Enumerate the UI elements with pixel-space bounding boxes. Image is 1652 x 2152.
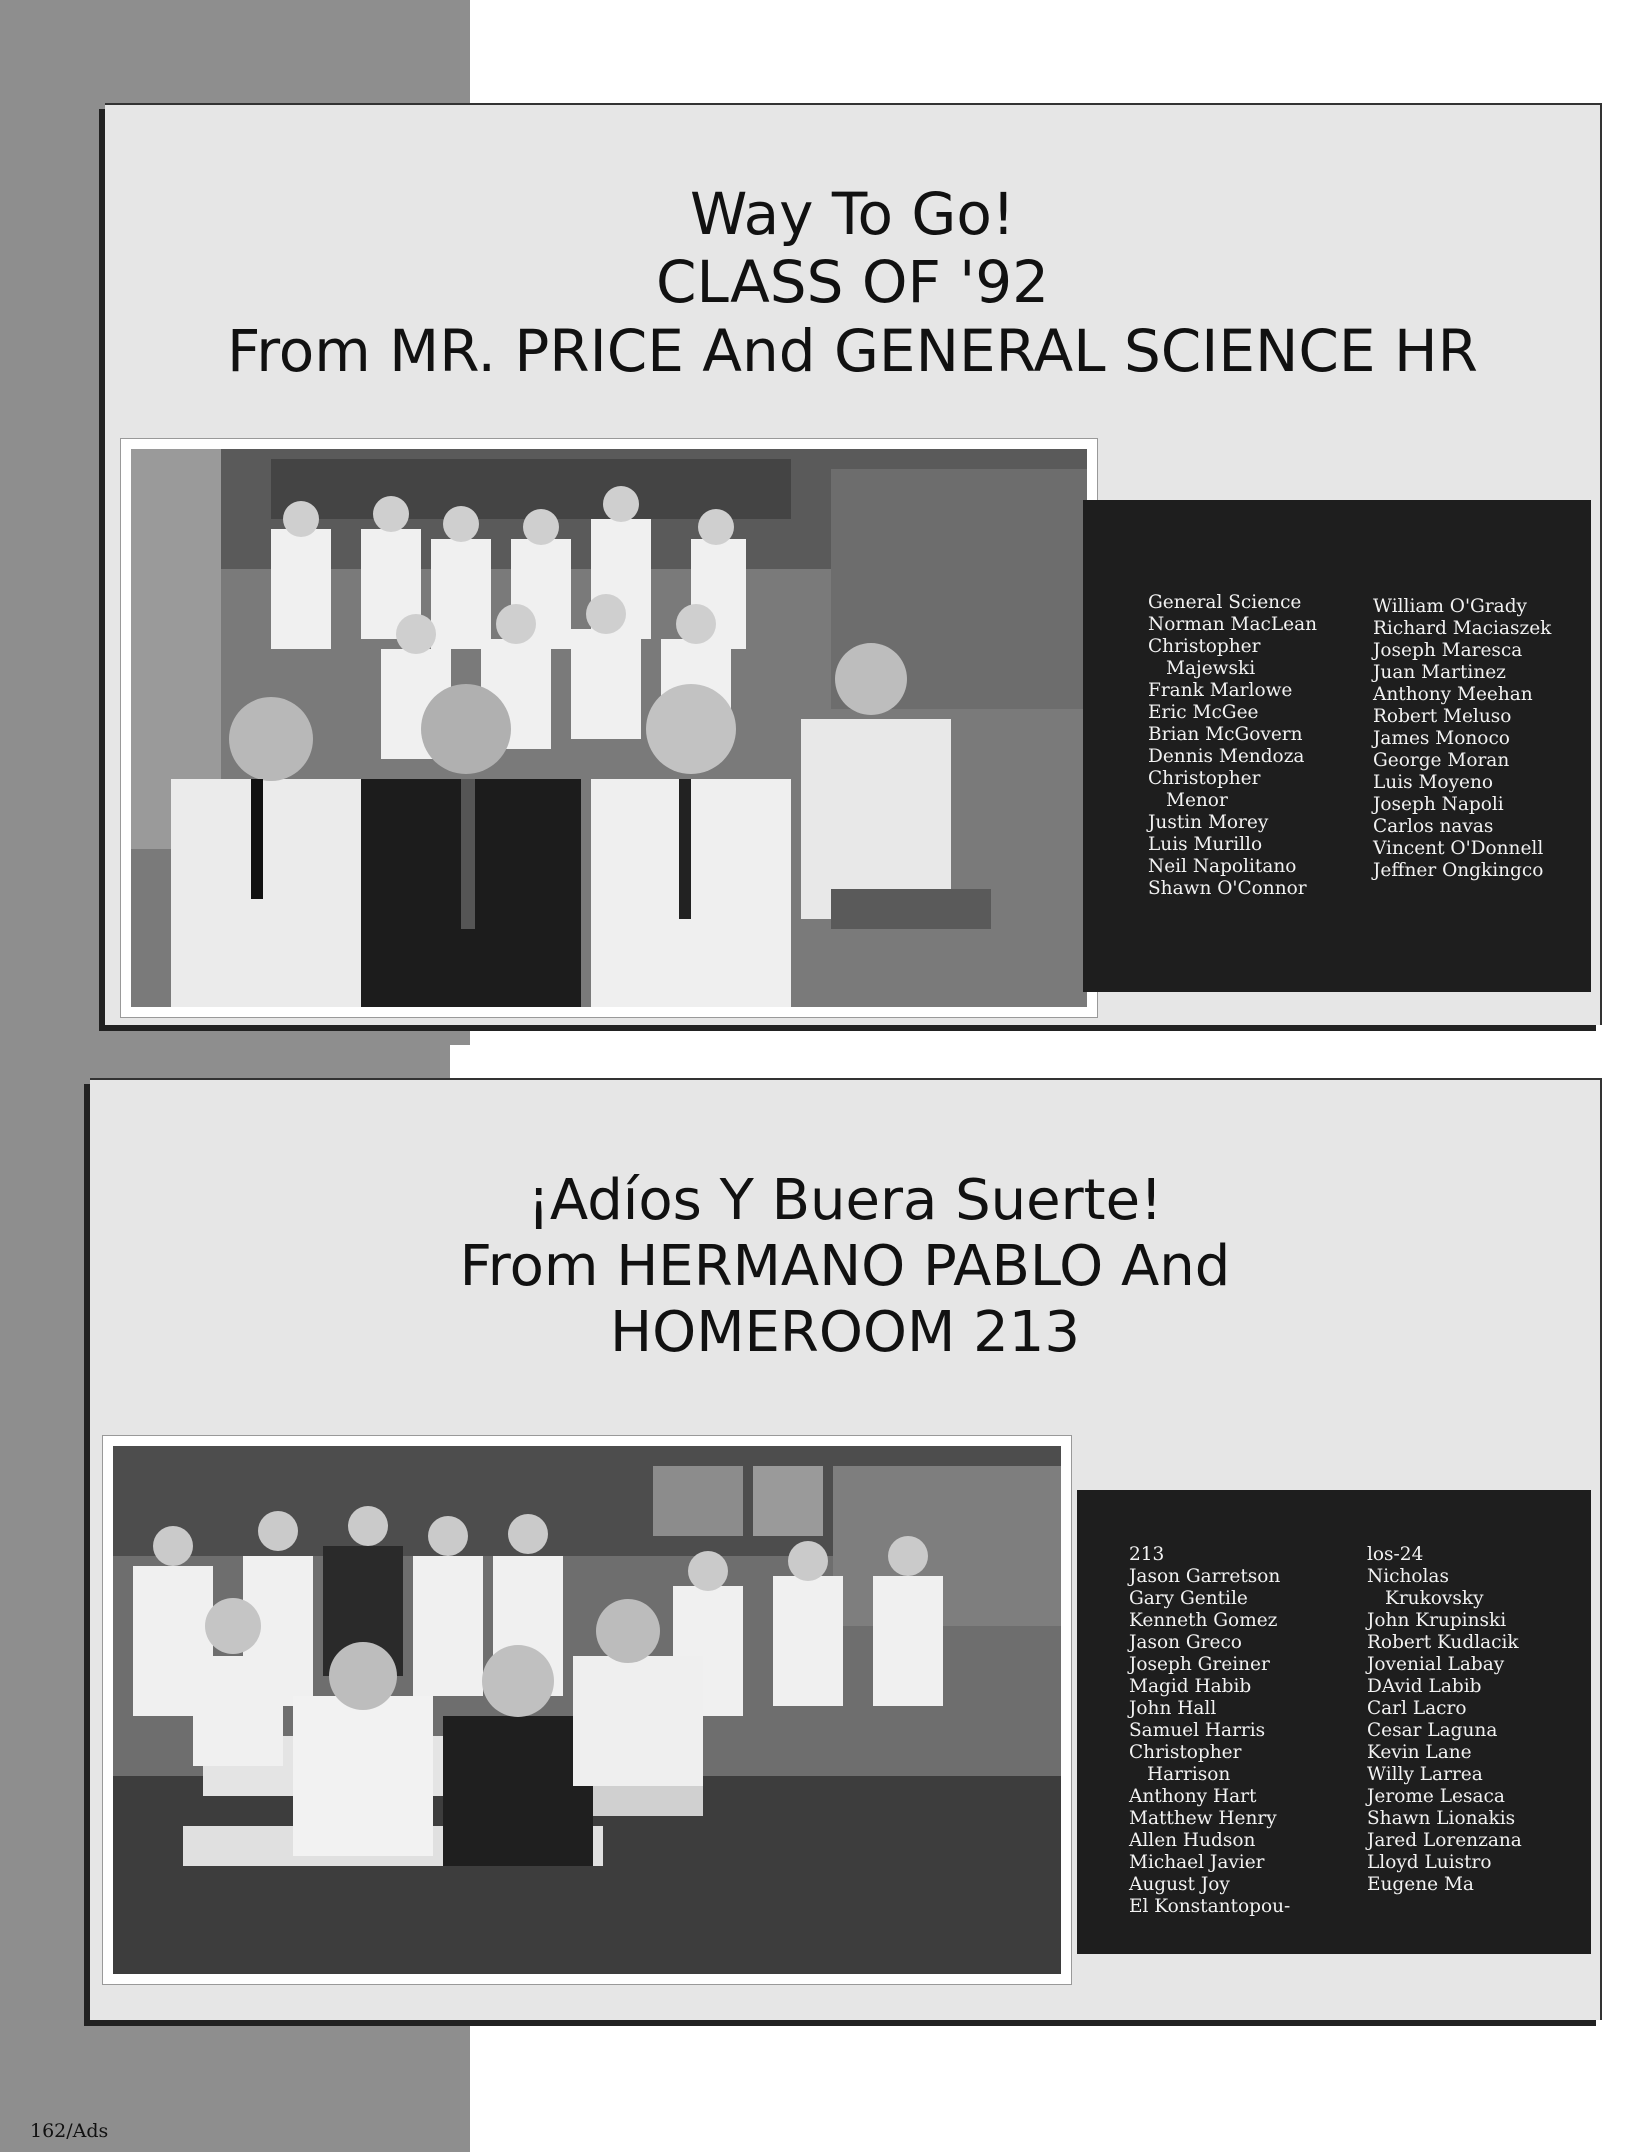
roster-name: Shawn Lionakis — [1367, 1808, 1516, 1829]
headline-top-line-1: Way To Go! — [689, 180, 1016, 248]
roster-name: Lloyd Luistro — [1367, 1852, 1492, 1873]
roster-name: Menor — [1166, 790, 1228, 811]
roster-name: Joseph Greiner — [1129, 1654, 1270, 1675]
roster-name: Juan Martinez — [1373, 662, 1506, 683]
roster-bottom-column-2 — [1367, 1544, 1522, 1896]
roster-name: George Moran — [1373, 750, 1510, 771]
roster-name: Michael Javier — [1129, 1852, 1265, 1873]
roster-name: Norman MacLean — [1148, 614, 1318, 635]
roster-name: Vincent O'Donnell — [1373, 838, 1544, 859]
roster-name: Gary Gentile — [1129, 1588, 1248, 1609]
roster-name: Eric McGee — [1148, 702, 1259, 723]
roster-name: Krukovsky — [1385, 1588, 1484, 1609]
headline-top — [105, 180, 1600, 385]
headline-top-line-2: CLASS OF '92 — [655, 248, 1050, 317]
headline-bottom-line-3: HOMEROOM 213 — [610, 1300, 1080, 1366]
roster-name: Carlos navas — [1373, 816, 1494, 837]
roster-name: Justin Morey — [1148, 812, 1269, 833]
roster-name: Magid Habib — [1129, 1676, 1252, 1697]
roster-name: Luis Murillo — [1148, 834, 1263, 855]
roster-name: Allen Hudson — [1129, 1830, 1256, 1851]
ad-panel-bottom — [90, 1078, 1602, 2020]
roster-name: John Krupinski — [1367, 1610, 1507, 1631]
roster-name: William O'Grady — [1373, 596, 1528, 617]
roster-name: Christopher — [1148, 768, 1261, 789]
roster-name: Jason Greco — [1129, 1632, 1242, 1653]
roster-top-column-1 — [1148, 592, 1317, 900]
headline-bottom — [90, 1168, 1600, 1366]
roster-name: 213 — [1129, 1544, 1165, 1565]
class-photo-bottom-image — [113, 1446, 1061, 1974]
roster-name: Joseph Maresca — [1373, 640, 1523, 661]
class-photo-top — [120, 438, 1098, 1018]
roster-name: August Joy — [1129, 1874, 1230, 1895]
roster-name: Robert Kudlacik — [1367, 1632, 1519, 1653]
roster-name: Harrison — [1147, 1764, 1231, 1785]
roster-name: Luis Moyeno — [1373, 772, 1494, 793]
class-photo-bottom — [102, 1435, 1072, 1985]
roster-name: Jared Lorenzana — [1367, 1830, 1522, 1851]
roster-box-bottom — [1077, 1490, 1591, 1954]
roster-name: Shawn O'Connor — [1148, 878, 1307, 899]
roster-name: Brian McGovern — [1148, 724, 1303, 745]
class-photo-top-image — [131, 449, 1087, 1007]
roster-name: Kevin Lane — [1367, 1742, 1472, 1763]
roster-name: los-24 — [1367, 1544, 1424, 1565]
roster-name: Nicholas — [1367, 1566, 1449, 1587]
roster-name: Neil Napolitano — [1148, 856, 1297, 877]
roster-name: El Konstantopou- — [1129, 1896, 1291, 1917]
roster-name: Cesar Laguna — [1367, 1720, 1498, 1741]
roster-name: Joseph Napoli — [1373, 794, 1504, 815]
page-folio: 162/Ads — [30, 2120, 109, 2142]
roster-name: Richard Maciaszek — [1373, 618, 1552, 639]
roster-name: Carl Lacro — [1367, 1698, 1467, 1719]
roster-name: Jerome Lesaca — [1367, 1786, 1505, 1807]
roster-bottom-column-1 — [1129, 1544, 1290, 1918]
roster-name: General Science — [1148, 592, 1302, 613]
roster-name: Matthew Henry — [1129, 1808, 1277, 1829]
headline-bottom-line-1: ¡Adíos Y Buera Suerte! — [527, 1168, 1163, 1233]
roster-name: John Hall — [1129, 1698, 1217, 1719]
ad-panel-top — [105, 103, 1602, 1025]
headline-bottom-line-2: From HERMANO PABLO And — [459, 1234, 1231, 1300]
roster-name: Majewski — [1166, 658, 1256, 679]
headline-top-line-3: From MR. PRICE And GENERAL SCIENCE HR — [227, 316, 1478, 385]
roster-name: Anthony Meehan — [1373, 684, 1533, 705]
roster-name: Christopher — [1148, 636, 1261, 657]
roster-name: DAvid Labib — [1367, 1676, 1482, 1697]
roster-name: Jovenial Labay — [1367, 1654, 1505, 1675]
roster-top-column-2 — [1373, 596, 1551, 882]
roster-name: Willy Larrea — [1367, 1764, 1483, 1785]
roster-name: Christopher — [1129, 1742, 1242, 1763]
roster-box-top — [1083, 500, 1591, 992]
roster-name: Kenneth Gomez — [1129, 1610, 1278, 1631]
roster-name: Robert Meluso — [1373, 706, 1512, 727]
roster-name: Frank Marlowe — [1148, 680, 1293, 701]
roster-name: Eugene Ma — [1367, 1874, 1474, 1895]
roster-name: Anthony Hart — [1129, 1786, 1257, 1807]
roster-name: Jeffner Ongkingco — [1373, 860, 1544, 881]
roster-name: Samuel Harris — [1129, 1720, 1266, 1741]
roster-name: Jason Garretson — [1129, 1566, 1281, 1587]
roster-name: James Monoco — [1373, 728, 1510, 749]
roster-name: Dennis Mendoza — [1148, 746, 1305, 767]
